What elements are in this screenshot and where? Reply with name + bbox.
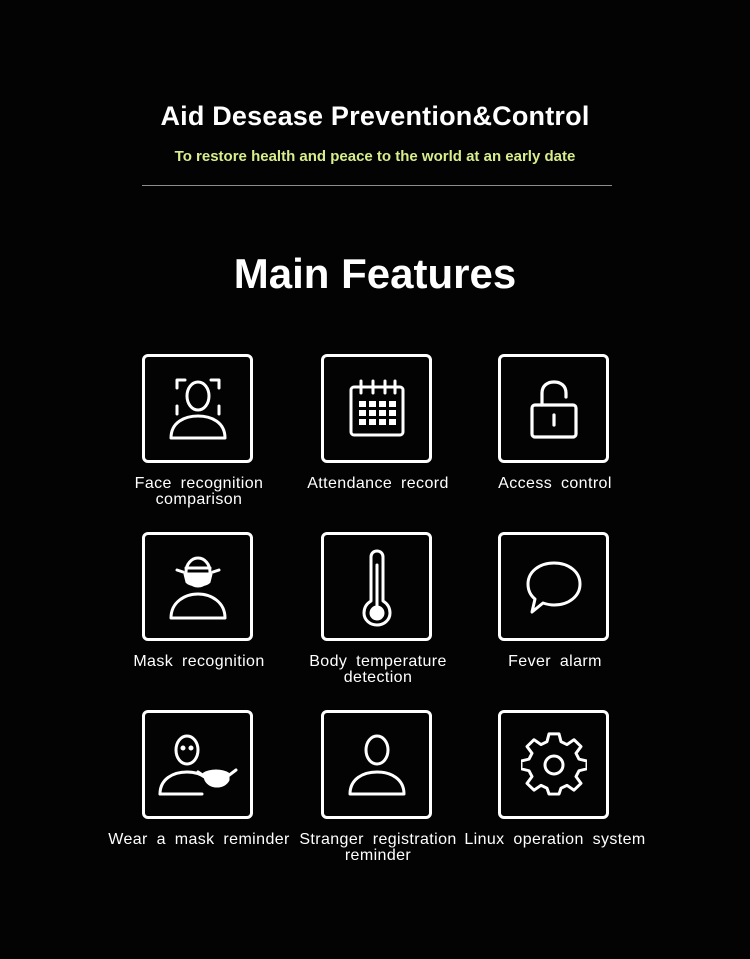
section-title: Main Features bbox=[233, 250, 517, 297]
feature-label: Face recognition comparison bbox=[134, 475, 264, 508]
tagline: To restore health and peace to the world at an early date bbox=[174, 148, 576, 165]
face-scan-icon bbox=[163, 374, 233, 444]
feature-icon-box bbox=[142, 710, 253, 819]
feature-icon-box bbox=[142, 354, 253, 463]
speech-bubble-icon bbox=[522, 557, 586, 617]
feature-icon-box bbox=[321, 710, 432, 819]
feature-label: Body temperature detection bbox=[309, 653, 447, 686]
person-with-mask-icon bbox=[154, 730, 242, 800]
feature-label: Access control bbox=[498, 475, 612, 492]
masked-person-icon bbox=[163, 552, 233, 622]
thermometer-icon bbox=[357, 547, 397, 627]
feature-icon-box bbox=[498, 710, 609, 819]
headline: Aid Desease Prevention&Control bbox=[160, 101, 590, 131]
calendar-icon bbox=[345, 377, 409, 441]
feature-icon-box bbox=[321, 354, 432, 463]
feature-label: Mask recognition bbox=[133, 653, 265, 670]
feature-icon-box bbox=[321, 532, 432, 641]
feature-label: Wear a mask reminder bbox=[108, 831, 290, 848]
feature-label: Linux operation system bbox=[464, 831, 646, 848]
divider bbox=[142, 185, 612, 186]
feature-label: Fever alarm bbox=[508, 653, 602, 670]
gear-icon bbox=[521, 732, 587, 798]
feature-label: Attendance record bbox=[307, 475, 449, 492]
feature-icon-box bbox=[498, 532, 609, 641]
person-icon bbox=[342, 730, 412, 800]
unlock-icon bbox=[524, 377, 584, 441]
feature-icon-box bbox=[498, 354, 609, 463]
feature-icon-box bbox=[142, 532, 253, 641]
feature-label: Stranger registration reminder bbox=[299, 831, 457, 864]
